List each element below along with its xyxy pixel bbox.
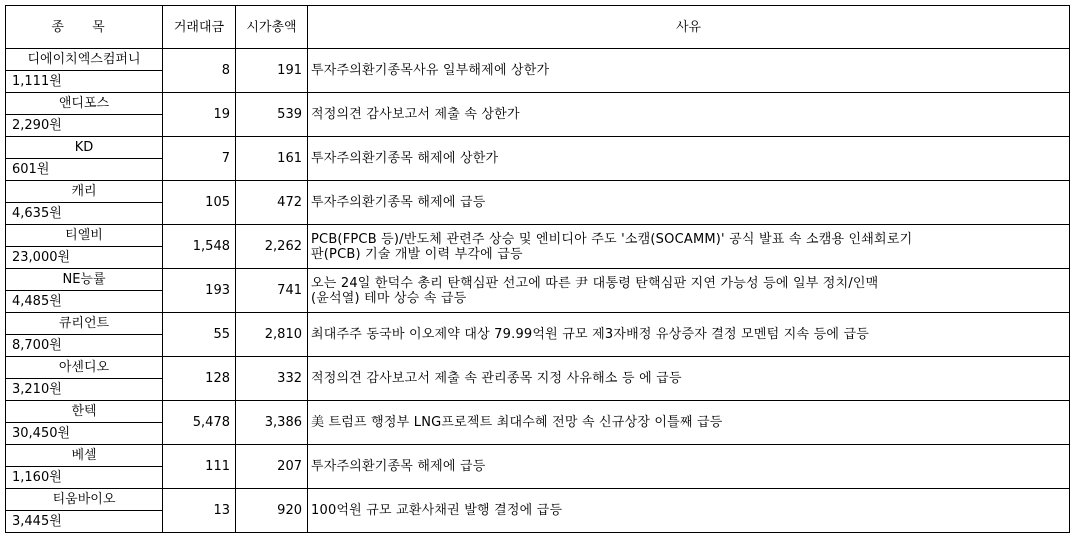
table-row [6, 269, 1070, 291]
table-row [6, 225, 1070, 247]
reason-line: 美 트럼프 행정부 LNG프로젝트 최대수혜 전망 속 신규상장 이틀째 급등 [311, 415, 723, 430]
trading-volume: 19 [163, 93, 236, 137]
table-row [6, 49, 1070, 71]
reason [308, 357, 1070, 401]
reason-line: PCB(FPCB 등)/반도체 관련주 상승 및 엔비디아 주도 '소캠(SOCAMM)' 공식 발표 속 소캠용 인쇄회로기 [311, 231, 913, 247]
market-cap: 332 [236, 357, 308, 401]
stock-price: 1,160원 [6, 467, 163, 489]
market-cap: 472 [236, 181, 308, 225]
market-cap: 539 [236, 93, 308, 137]
market-cap: 2,262 [236, 225, 308, 269]
table-row [6, 445, 1070, 467]
table-row [6, 181, 1070, 203]
reason [308, 225, 1070, 269]
stock-price: 3,445원 [6, 511, 163, 533]
stock-price: 1,111원 [6, 71, 163, 93]
stock-price: 23,000원 [6, 247, 163, 269]
reason-line: 투자주의환기종목 해제에 급등 [311, 459, 486, 474]
header-name: 종 목 [6, 6, 163, 49]
stock-table-container [5, 5, 1070, 533]
reason-line: (윤석열) 테마 상승 속 급등 [311, 290, 467, 306]
trading-volume: 1,548 [163, 225, 236, 269]
market-cap: 3,386 [236, 401, 308, 445]
stock-price: 601원 [6, 159, 163, 181]
trading-volume: 55 [163, 313, 236, 357]
stock-name: 큐리언트 [6, 313, 163, 335]
stock-table [5, 5, 1070, 533]
stock-price: 30,450원 [6, 423, 163, 445]
stock-price: 3,210원 [6, 379, 163, 401]
reason [308, 93, 1070, 137]
stock-name: 아센디오 [6, 357, 163, 379]
table-row [6, 489, 1070, 511]
table-row [6, 313, 1070, 335]
table-body [6, 49, 1070, 533]
header-volume: 거래대금 [163, 6, 236, 49]
trading-volume: 111 [163, 445, 236, 489]
trading-volume: 105 [163, 181, 236, 225]
reason-line: 투자주의환기종목 해제에 급등 [311, 195, 486, 210]
reason [308, 401, 1070, 445]
stock-price: 2,290원 [6, 115, 163, 137]
reason-line: 최대주주 동국바 이오제약 대상 79.99억원 규모 제3자배정 유상증자 결정 모멘텀 지속 등에 급등 [311, 327, 869, 342]
stock-name: 티엘비 [6, 225, 163, 247]
stock-name: NE능률 [6, 269, 163, 291]
stock-name: 베셀 [6, 445, 163, 467]
reason-line: 적정의견 감사보고서 제출 속 상한가 [311, 107, 520, 122]
stock-name: 티움바이오 [6, 489, 163, 511]
header-reason: 사유 [308, 6, 1070, 49]
table-row [6, 357, 1070, 379]
trading-volume: 128 [163, 357, 236, 401]
reason [308, 137, 1070, 181]
stock-price: 4,485원 [6, 291, 163, 313]
market-cap: 207 [236, 445, 308, 489]
reason [308, 313, 1070, 357]
stock-price: 8,700원 [6, 335, 163, 357]
market-cap: 920 [236, 489, 308, 533]
trading-volume: 7 [163, 137, 236, 181]
stock-name: 디에이치엑스컴퍼니 [6, 49, 163, 71]
reason [308, 49, 1070, 93]
table-row [6, 93, 1070, 115]
stock-name: 한텍 [6, 401, 163, 423]
header-market-cap: 시가총액 [236, 6, 308, 49]
reason [308, 445, 1070, 489]
stock-price: 4,635원 [6, 203, 163, 225]
header-row [6, 6, 1070, 49]
reason-line: 100억원 규모 교환사채권 발행 결정에 급등 [311, 503, 563, 518]
stock-name: 캐리 [6, 181, 163, 203]
reason-line: 판(PCB) 기술 개발 이력 부각에 급등 [311, 246, 523, 262]
reason-line: 오는 24일 한덕수 총리 탄핵심판 선고에 따른 尹 대통령 탄핵심판 지연 가능성 등에 일부 정치/인맥 [311, 275, 879, 291]
market-cap: 741 [236, 269, 308, 313]
trading-volume: 13 [163, 489, 236, 533]
trading-volume: 5,478 [163, 401, 236, 445]
reason-line: 투자주의환기종목사유 일부해제에 상한가 [311, 63, 550, 78]
reason [308, 489, 1070, 533]
reason [308, 269, 1070, 313]
stock-name: 앤디포스 [6, 93, 163, 115]
table-row [6, 137, 1070, 159]
reason-line: 투자주의환기종목 해제에 상한가 [311, 151, 499, 166]
market-cap: 191 [236, 49, 308, 93]
reason-line: 적정의견 감사보고서 제출 속 관리종목 지정 사유해소 등 에 급등 [311, 371, 682, 386]
trading-volume: 193 [163, 269, 236, 313]
stock-name: KD [6, 137, 163, 159]
market-cap: 2,810 [236, 313, 308, 357]
table-row [6, 401, 1070, 423]
trading-volume: 8 [163, 49, 236, 93]
reason [308, 181, 1070, 225]
market-cap: 161 [236, 137, 308, 181]
